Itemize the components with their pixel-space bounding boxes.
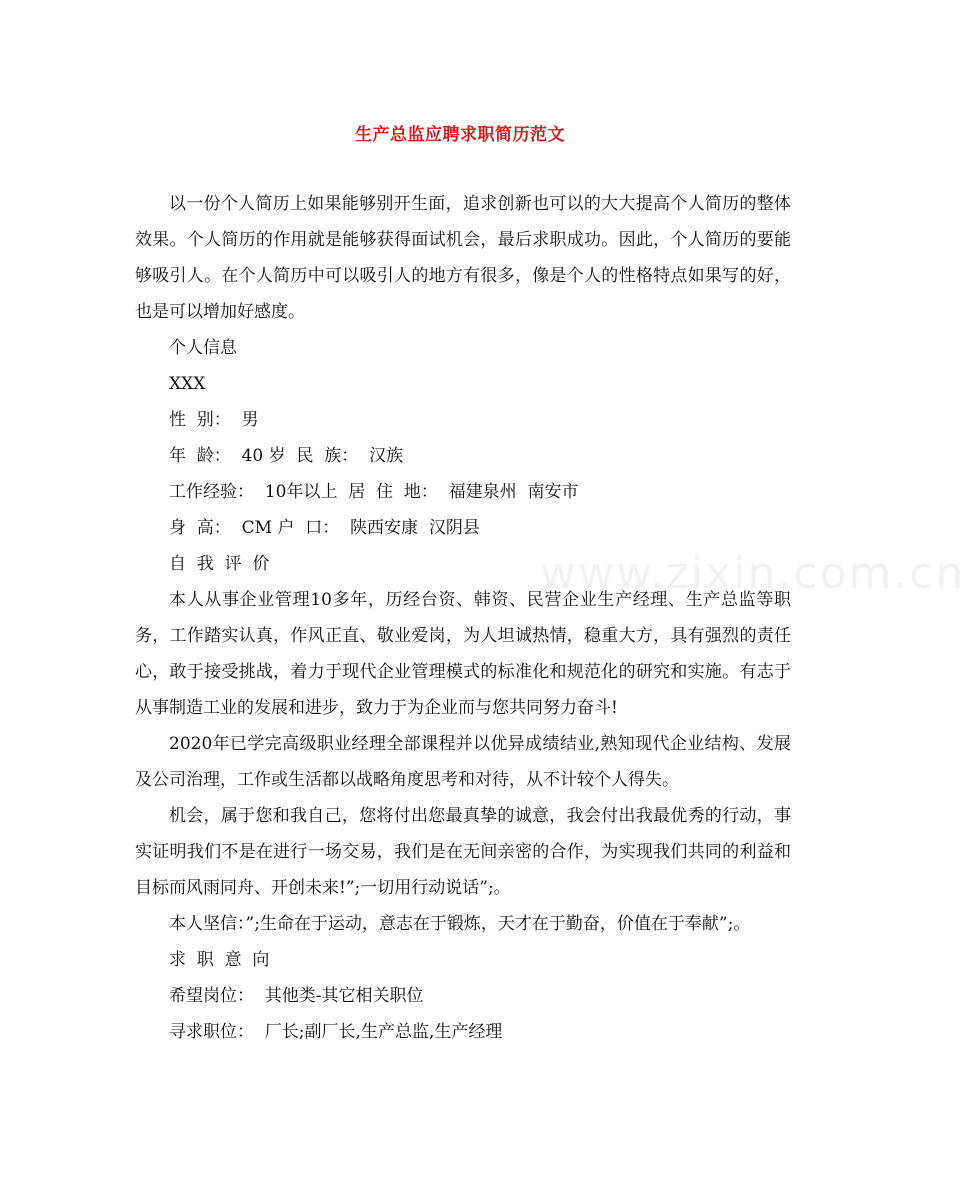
self-evaluation-paragraph: 机会，属于您和我自己，您将付出您最真挚的诚意，我会付出我最优秀的行动，事实证明我们不是在进行一场交易，我们是在无间亲密的合作，为实现我们共同的利益和目标而风雨同舟、开创未来!”;一切用行动说话”;。 (135, 806, 791, 898)
seeking-position-line: 寻求职位： 厂长;副厂长,生产总监,生产经理 (169, 1022, 503, 1042)
age-line: 年 龄： 40 岁 民 族： 汉族 (169, 446, 404, 466)
self-evaluation-heading: 自 我 评 价 (169, 554, 270, 574)
height-line: 身 高： CM 户 口： 陕西安康 汉阴县 (169, 518, 480, 538)
intro-paragraph: 以一份个人简历上如果能够别开生面，追求创新也可以的大大提高个人简历的整体效果。个人简历的作用就是能够获得面试机会，最后求职成功。因此，个人简历的要能够吸引人。在个人简历中可以吸引人的地方有很多，像是个人的性格特点如果写的好，也是可以增加好感度。 (135, 194, 791, 322)
document-title: 生产总监应聘求职简历范文 (355, 125, 565, 145)
job-intention-heading: 求 职 意 向 (169, 950, 270, 970)
name-line: XXX (169, 374, 206, 394)
gender-line: 性 别： 男 (169, 410, 259, 430)
experience-line: 工作经验： 10年以上 居 住 地： 福建泉州 南安市 (169, 482, 579, 502)
desired-position-line: 希望岗位： 其他类-其它相关职位 (169, 986, 424, 1006)
self-evaluation-paragraph: 本人坚信：”;生命在于运动，意志在于锻炼，天才在于勤奋，价值在于奉献”;。 (169, 914, 751, 934)
watermark: www.zixin.com.cn (540, 548, 965, 599)
self-evaluation-paragraph: 2020年已学完高级职业经理全部课程并以优异成绩结业,熟知现代企业结构、发展及公司治理，工作或生活都以战略角度思考和对待，从不计较个人得失。 (135, 734, 791, 790)
self-evaluation-paragraph: 本人从事企业管理10多年，历经台资、韩资、民营企业生产经理、生产总监等职务，工作踏实认真，作风正直、敬业爱岗，为人坦诚热情，稳重大方，具有强烈的责任心，敢于接受挑战，着力于现代企业管理模式的标准化和规范化的研究和实施。有志于从事制造工业的发展和进步，致力于为企业而与您共同努力奋斗! (135, 590, 791, 718)
document-body (135, 186, 791, 1050)
personal-info-heading: 个人信息 (169, 338, 237, 358)
